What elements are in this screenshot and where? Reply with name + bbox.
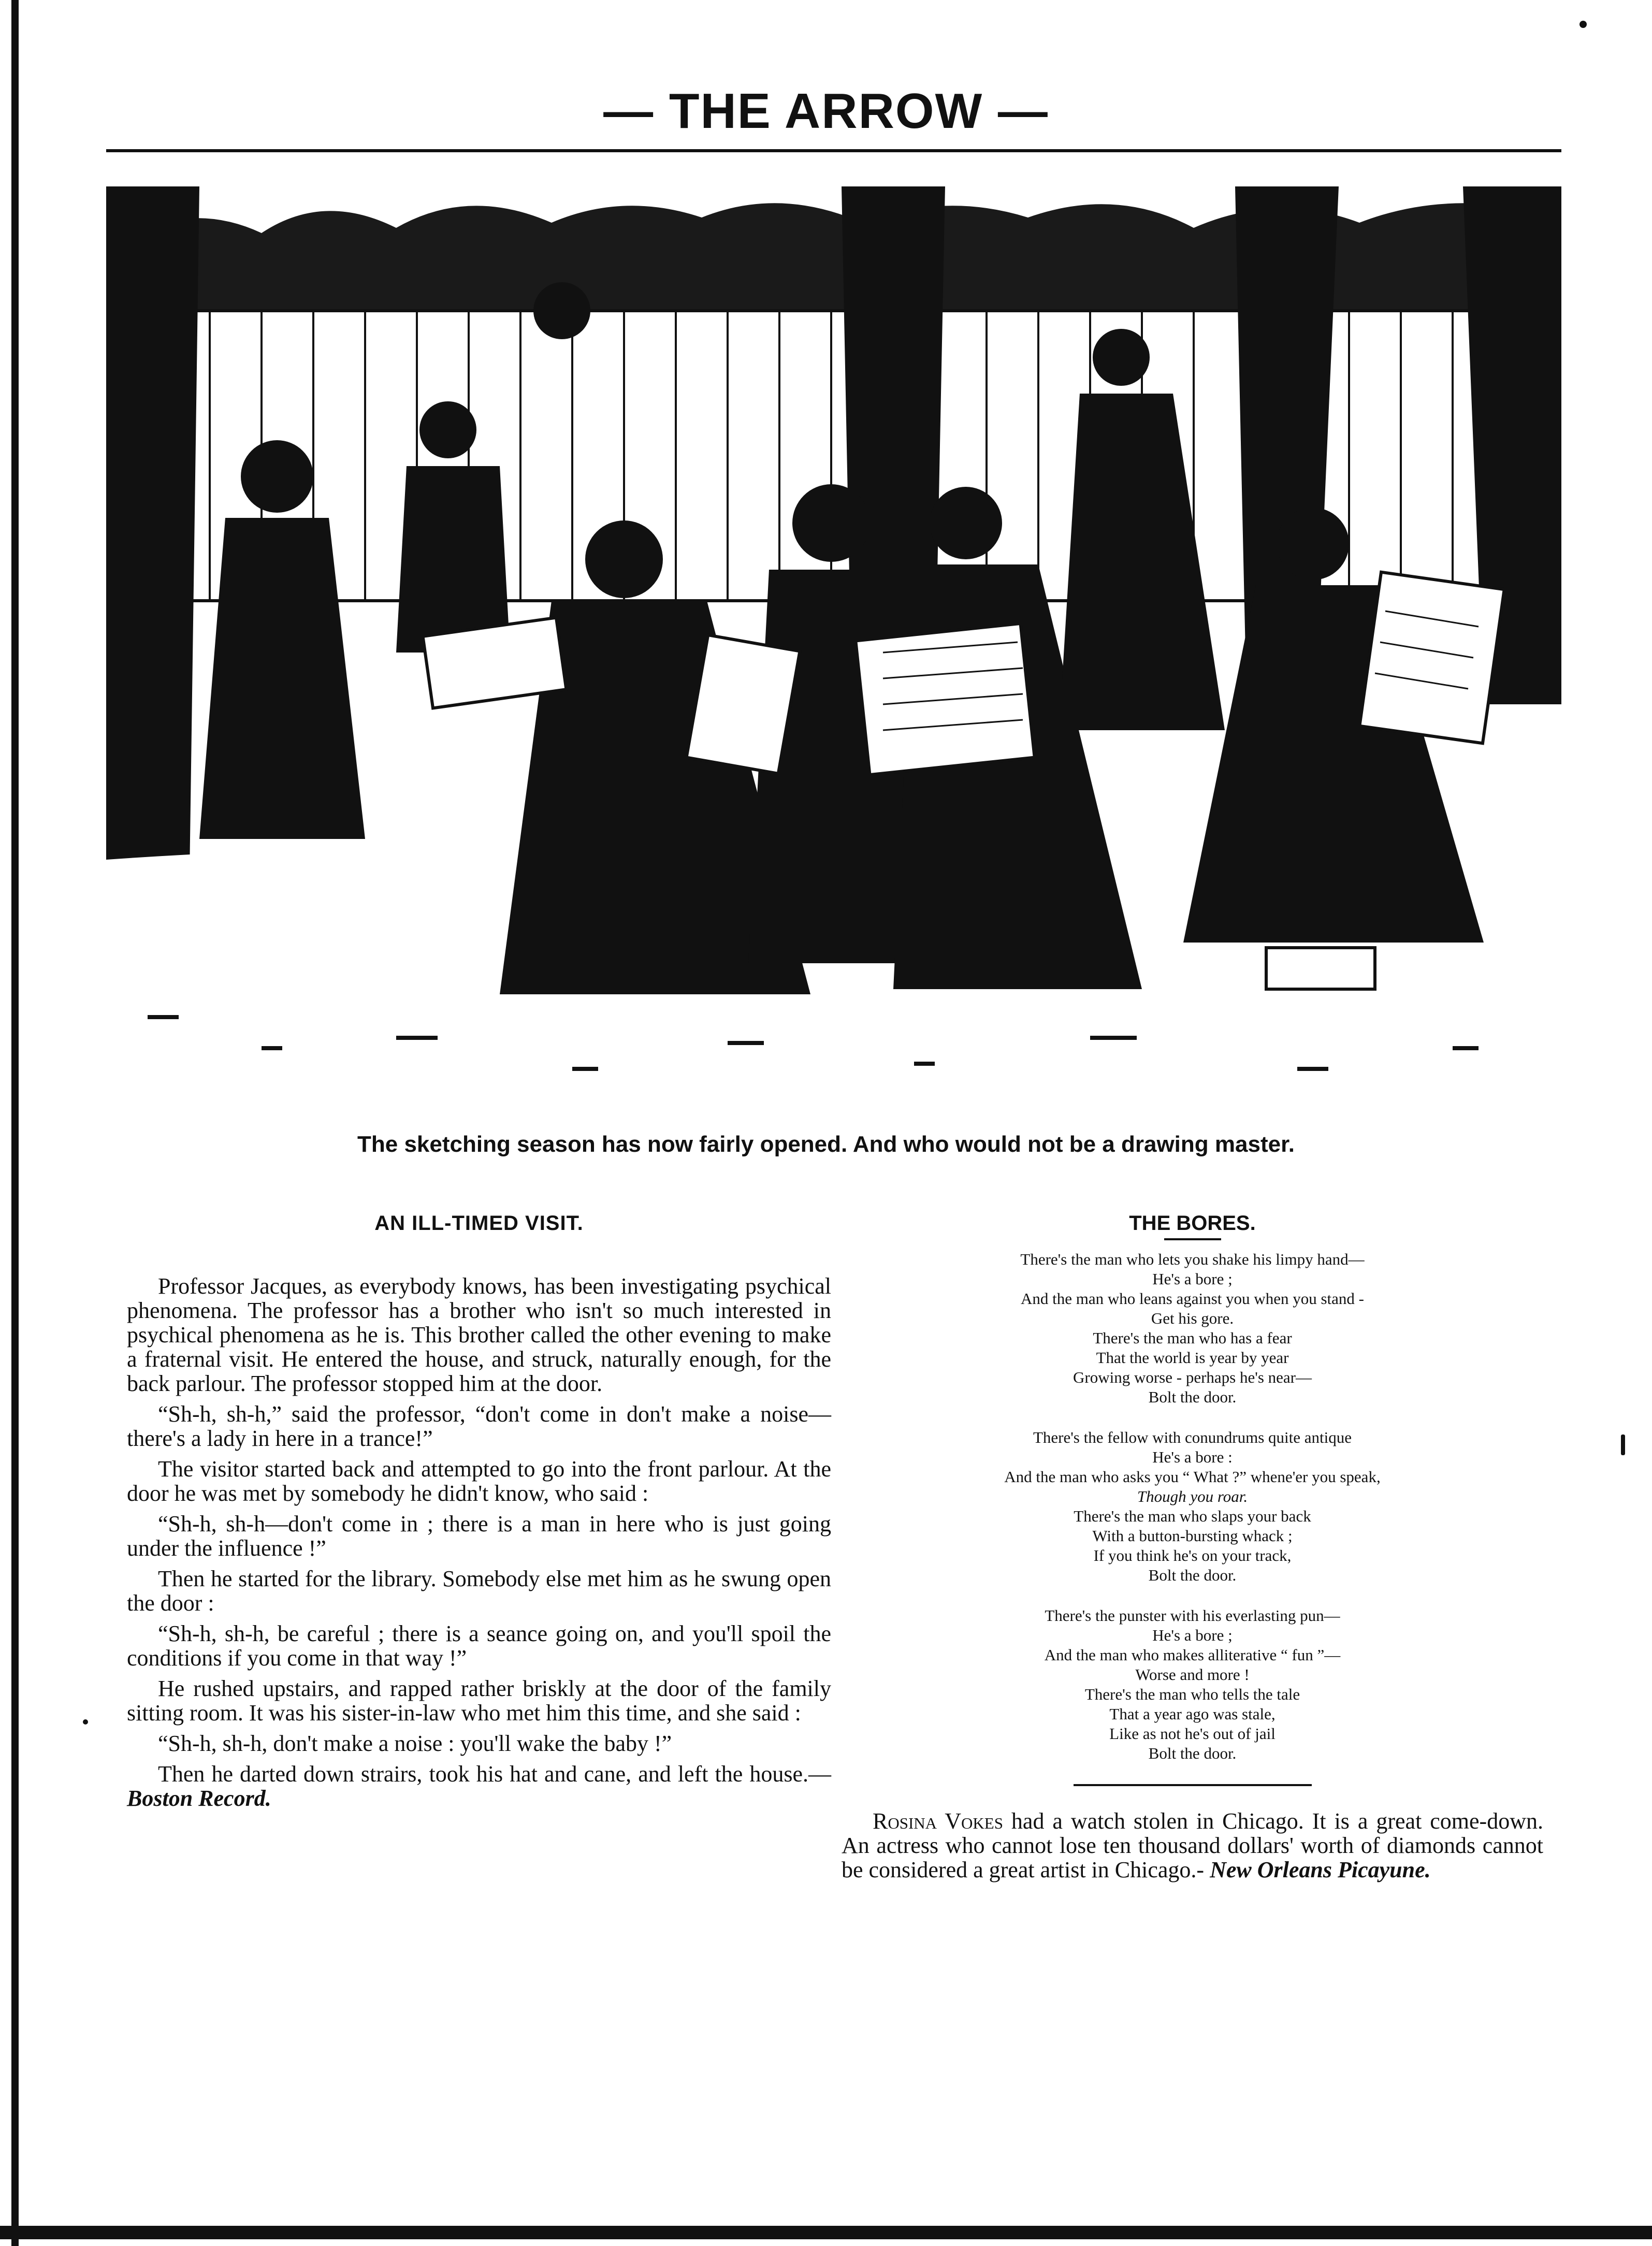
column-divider	[1074, 1784, 1312, 1786]
article-paragraph: The visitor started back and attempted to go into the front parlour. At the door he was met by somebody he didn't know, who said :	[127, 1456, 831, 1506]
poem-stanza	[842, 1428, 1543, 1585]
note-source: New Orleans Picayune.	[1210, 1857, 1431, 1882]
poem-line: He's a bore ;	[1152, 1626, 1233, 1644]
note-text: had a watch stolen in Chicago. It is a great come-down. An actress who cannot lose ten thousand dollars' worth of diamonds cannot be considered a great artist in Chicago.-	[842, 1808, 1543, 1882]
article-heading: AN ILL-TIMED VISIT.	[374, 1212, 584, 1235]
article-paragraph: Then he started for the library. Somebody else met him as he swung open the door :	[127, 1566, 831, 1616]
poem-line: Bolt the door.	[1148, 1566, 1237, 1584]
poem-line: Growing worse - perhaps he's near—	[1073, 1368, 1312, 1386]
poem-line: With a button-bursting whack ;	[1092, 1527, 1293, 1545]
article-last-paragraph	[127, 1762, 831, 1810]
poem-stanza	[842, 1606, 1543, 1763]
print-speck	[1579, 21, 1587, 28]
poem-line: Worse and more !	[1135, 1665, 1250, 1684]
article-paragraph: “Sh-h, sh-h,” said the professor, “don't come in don't make a noise— there's a lady in here in a trance!”	[127, 1401, 831, 1451]
poem-line: Get his gore.	[1151, 1309, 1234, 1327]
article-column	[127, 1212, 831, 1817]
poem-line: That a year ago was stale,	[1109, 1705, 1276, 1723]
article-paragraph: “Sh-h, sh-h—don't come in ; there is a man in here who is just going under the influence !”	[127, 1511, 831, 1561]
poem-line: He's a bore ;	[1152, 1270, 1233, 1288]
poem-stanza	[842, 1250, 1543, 1407]
poem-line: There's the man who tells the tale	[1084, 1685, 1300, 1703]
poem-heading: THE BORES.	[1129, 1212, 1256, 1235]
article-paragraph: “Sh-h, sh-h, be careful ; there is a seance going on, and you'll spoil the conditions if you come in that way !”	[127, 1621, 831, 1671]
masthead-rule	[106, 149, 1561, 152]
bottom-margin-rule	[0, 2226, 1652, 2239]
article-paragraph: He rushed upstairs, and rapped rather briskly at the door of the family sitting room. It was his sister-in-law who met him this time, and she said :	[127, 1676, 831, 1726]
poem-line: If you think he's on your track,	[1093, 1546, 1292, 1564]
poem-line: There's the man who lets you shake his limpy hand—	[1020, 1250, 1365, 1268]
poem-line: And the man who leans against you when you stand -	[1021, 1289, 1364, 1308]
poem-line: And the man who asks you “ What ?” whene'er you speak,	[1004, 1468, 1381, 1486]
illustration-caption: The sketching season has now fairly opened. And who would not be a drawing master.	[357, 1132, 1295, 1157]
poem-line: Like as not he's out of jail	[1109, 1725, 1276, 1743]
masthead-title: — THE ARROW —	[603, 83, 1049, 139]
article-source: Boston Record.	[127, 1786, 271, 1811]
poem-column	[842, 1212, 1543, 1905]
poem-line: And the man who makes alliterative “ fun ”—	[1044, 1646, 1341, 1664]
poem-line: There's the man who has a fear	[1093, 1329, 1292, 1347]
note-name: Rosina Vokes	[873, 1808, 1003, 1834]
poem-line: Bolt the door.	[1148, 1388, 1237, 1406]
left-margin-rule	[11, 0, 19, 2246]
poem-line: There's the man who slaps your back	[1074, 1507, 1311, 1525]
poem-heading-dash	[1164, 1238, 1221, 1240]
poem-line: There's the fellow with conundrums quite antique	[1033, 1428, 1352, 1446]
sketching-illustration	[106, 186, 1561, 1113]
news-note	[842, 1809, 1543, 1882]
poem-line: Bolt the door.	[1148, 1744, 1237, 1762]
poem-line: That the world is year by year	[1096, 1349, 1289, 1367]
article-last-text: Then he darted down strairs, took his hat and cane, and left the house.—	[158, 1761, 831, 1787]
print-speck	[1621, 1434, 1625, 1455]
poem-line: There's the punster with his everlasting pun—	[1045, 1606, 1340, 1625]
poem-line: He's a bore :	[1152, 1448, 1233, 1466]
article-paragraph: “Sh-h, sh-h, don't make a noise : you'll wake the baby !”	[158, 1731, 672, 1756]
illustration-drawing	[106, 186, 1561, 1113]
article-paragraph: Professor Jacques, as everybody knows, has been investigating psychical phenomena. The professor has a brother who isn't so much interested in psychical phenomena as he is. This brother called the other evening to make a fraternal visit. He entered the house, and struck, naturally enough, for the back parlour. The professor stopped him at the door.	[127, 1273, 831, 1396]
print-speck	[83, 1719, 88, 1725]
poem-line: Though you roar.	[1137, 1487, 1248, 1505]
